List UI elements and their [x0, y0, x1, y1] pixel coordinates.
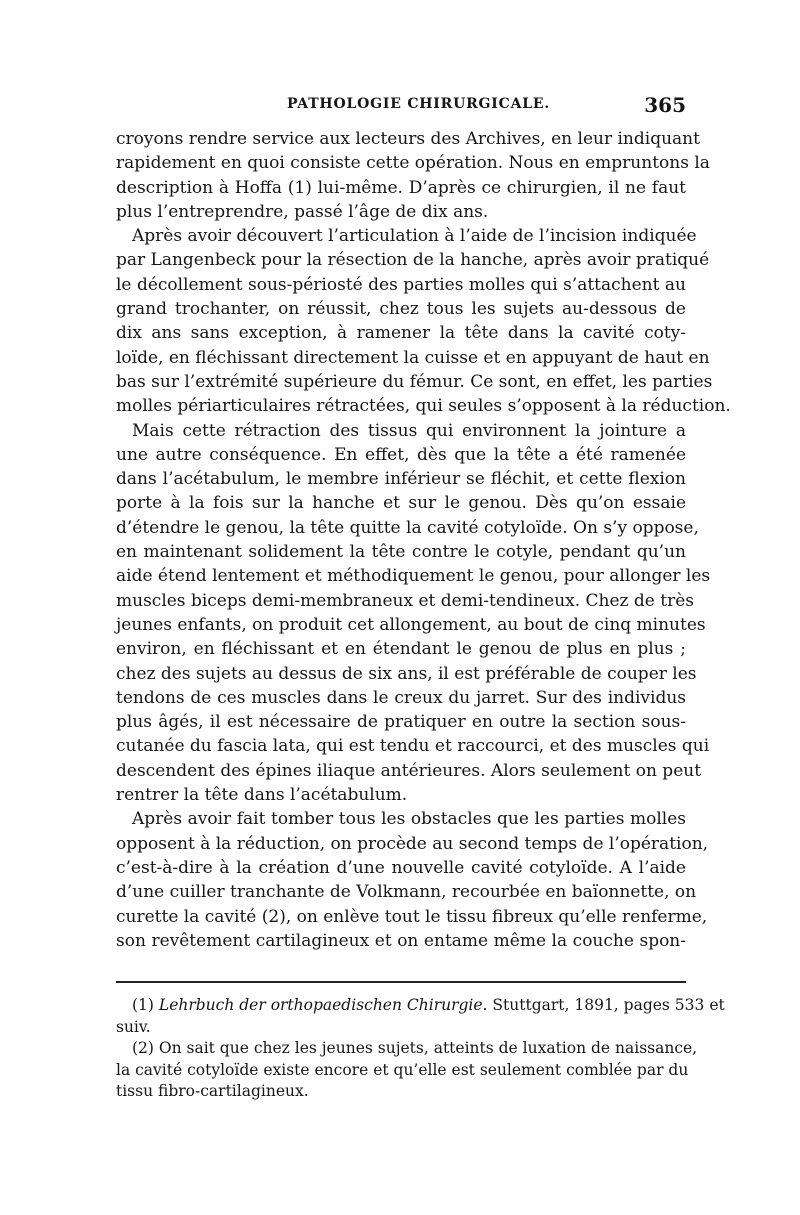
page-header: [116, 93, 686, 124]
page-number: 365: [644, 93, 686, 117]
text-line: le décollement sous-périosté des parties molles qui s’attachent au: [116, 274, 686, 295]
text-line: description à Hoffa (1) lui-même. D’après ce chirurgien, il ne faut: [116, 177, 686, 198]
text-line: dix ans sans exception, à ramener la tête dans la cavité coty-: [116, 323, 686, 344]
text-line: grand trochanter, on réussit, chez tous les sujets au-dessous de: [116, 299, 686, 320]
text-line: d’étendre le genou, la tête quitte la cavité cotyloïde. On s’y oppose,: [116, 517, 699, 538]
running-title: PATHOLOGIE CHIRURGICALE.: [287, 96, 551, 112]
text-line: tendons de ces muscles dans le creux du jarret. Sur des individus: [116, 687, 686, 708]
text-line: Après avoir découvert l’articulation à l’aide de l’incision indiquée: [132, 226, 697, 247]
text-line: plus l’entreprendre, passé l’âge de dix ans.: [116, 201, 489, 222]
text-line: loïde, en fléchissant directement la cuisse et en appuyant de haut en: [116, 347, 710, 368]
text-line: son revêtement cartilagineux et on entame même la couche spon-: [116, 930, 686, 951]
text-line: rapidement en quoi consiste cette opération. Nous en empruntons la: [116, 153, 710, 174]
footnote-rule: [116, 981, 686, 983]
footnotes: [116, 995, 725, 1103]
text-line: descendent des épines iliaque antérieures. Alors seulement on peut: [116, 760, 702, 781]
text-line: c’est-à-dire à la création d’une nouvelle cavité cotyloïde. A l’aide: [116, 857, 686, 878]
text-line: opposent à la réduction, on procède au second temps de l’opération,: [116, 833, 709, 854]
text-line: bas sur l’extrémité supérieure du fémur. Ce sont, en effet, les parties: [116, 371, 713, 392]
text-line: en maintenant solidement la tête contre le cotyle, pendant qu’un: [116, 542, 686, 563]
text-line: Après avoir fait tomber tous les obstacles que les parties molles: [132, 809, 686, 830]
text-line: curette la cavité (2), on enlève tout le tissu fibreux qu’elle renferme,: [116, 906, 708, 927]
footnote-1: [116, 995, 725, 1017]
text-line: par Langenbeck pour la résection de la hanche, après avoir pratiqué: [116, 250, 710, 271]
text-line: environ, en fléchissant et en étendant le genou de plus en plus ;: [116, 639, 686, 660]
text-line: chez des sujets au dessus de six ans, il est préférable de couper les: [116, 663, 697, 684]
text-line: dans l’acétabulum, le membre inférieur se fléchit, et cette flexion: [116, 469, 686, 490]
footnote-2-line: tissu fibro-cartilagineux.: [116, 1082, 309, 1100]
footnote-1-title: Lehrbuch der orthopaedischen Chirurgie.: [158, 996, 488, 1014]
footnote-1-text: Stuttgart, 1891, pages 533 et: [492, 996, 725, 1014]
text-line: aide étend lentement et méthodiquement le genou, pour allonger les: [116, 566, 711, 587]
footnote-2-line: la cavité cotyloïde existe encore et qu’elle est seulement comblée par du: [116, 1060, 689, 1079]
text-line: cutanée du fascia lata, qui est tendu et raccourci, et des muscles qui: [116, 736, 710, 757]
text-line: rentrer la tête dans l’acétabulum.: [116, 785, 408, 806]
text-line: muscles biceps demi-membraneux et demi-tendineux. Chez de très: [116, 590, 695, 611]
footnote-2: (2) On sait que chez les jeunes sujets, atteints de luxation de naissance,: [132, 1039, 698, 1057]
text-line: molles périarticulaires rétractées, qui seules s’opposent à la réduction.: [116, 396, 731, 417]
footnote-1-marker: (1): [132, 996, 154, 1014]
body-text: [116, 127, 731, 953]
text-line: porte à la fois sur la hanche et sur le genou. Dès qu’on essaie: [116, 493, 686, 514]
text-line: plus âgés, il est nécessaire de pratiquer en outre la section sous-: [116, 712, 686, 733]
text-line: une autre conséquence. En effet, dès que la tête a été ramenée: [116, 444, 686, 465]
text-line: d’une cuiller tranchante de Volkmann, recourbée en baïonnette, on: [116, 882, 697, 903]
text-line: jeunes enfants, on produit cet allongement, au bout de cinq minutes: [116, 614, 706, 635]
footnote-1-continuation: suiv.: [116, 1017, 151, 1036]
text-line: croyons rendre service aux lecteurs des Archives, en leur indiquant: [116, 129, 700, 149]
text-line: Mais cette rétraction des tissus qui environnent la jointure a: [132, 420, 686, 441]
